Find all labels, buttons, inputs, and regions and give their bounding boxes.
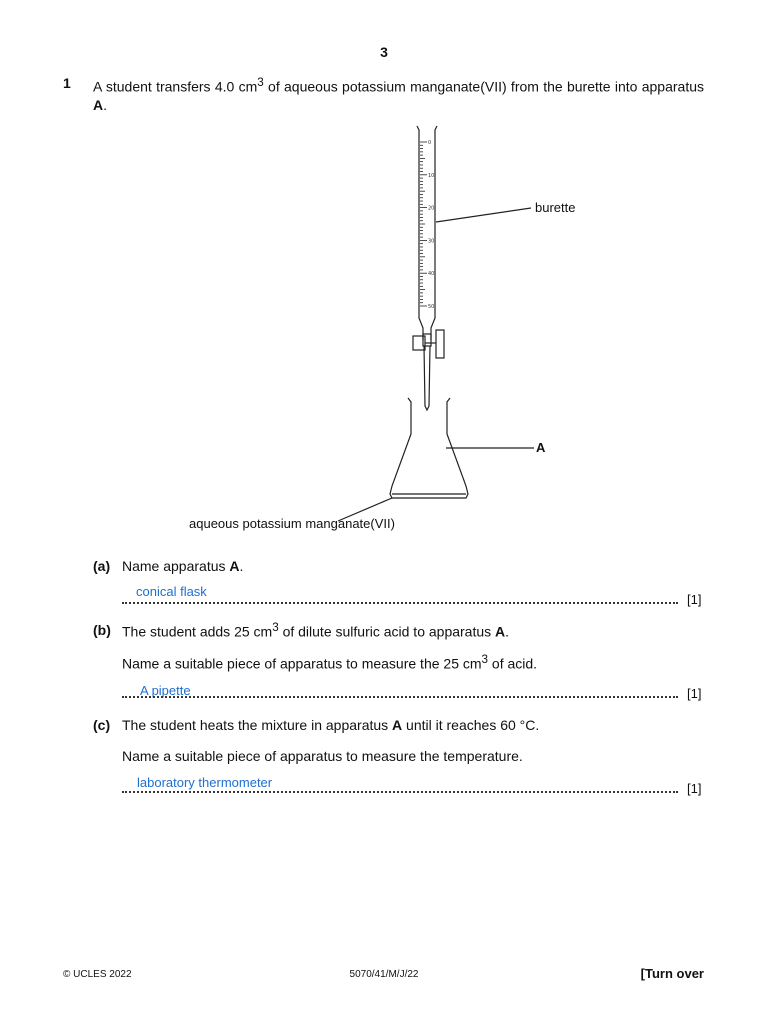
part-b-text-2: of dilute sulfuric acid to apparatus	[278, 623, 496, 640]
burette-label: burette	[535, 200, 576, 215]
stem-text-1: A student transfers 4.0 cm	[93, 78, 258, 95]
burette-scale-label: 30	[428, 238, 435, 245]
part-c-text-1: The student heats the mixture in apparatus	[122, 717, 393, 733]
stem-superscript: 3	[257, 76, 264, 89]
turn-over-footer: [Turn over	[640, 966, 704, 981]
part-a-label: (a)	[93, 558, 111, 574]
burette-scale-label: 0	[428, 140, 432, 146]
part-a-answer[interactable]: conical flask	[136, 584, 207, 599]
burette-scale-label: 20	[428, 205, 435, 212]
stem-end: .	[103, 96, 108, 113]
part-a-bold: A	[229, 558, 240, 574]
copyright-footer: © UCLES 2022	[63, 969, 132, 980]
part-a-question	[122, 558, 243, 574]
question-stem	[93, 74, 704, 114]
part-b-text-1: The student adds 25 cm	[122, 623, 273, 640]
apparatus-a-label: A	[536, 440, 546, 455]
page-number: 3	[380, 44, 388, 60]
part-a-answer-line[interactable]	[122, 602, 678, 604]
stopcock-handle-right	[436, 330, 444, 358]
part-c-bold: A	[392, 717, 403, 733]
solution-label: aqueous potassium manganate(VII)	[189, 516, 395, 531]
apparatus-svg	[0, 118, 768, 538]
part-b-label: (b)	[93, 622, 111, 638]
part-b-text-4: of acid.	[488, 655, 538, 672]
part-b-sup-1: 3	[272, 621, 279, 634]
part-b-mark: [1]	[687, 686, 702, 701]
burette-scale-label: 40	[428, 271, 435, 278]
part-b-answer[interactable]: A pipette	[140, 683, 191, 698]
part-b-text-3: Name a suitable piece of apparatus to measure the 25 cm	[122, 655, 482, 672]
part-b-bold: A	[495, 623, 506, 640]
part-b-answer-line[interactable]	[122, 696, 678, 698]
part-c-question-2: Name a suitable piece of apparatus to measure the temperature.	[122, 748, 523, 764]
burette-tip	[424, 346, 430, 410]
part-a-text: Name apparatus	[122, 558, 230, 574]
burette-leader-line	[436, 208, 531, 222]
burette-scale-label: 10	[428, 172, 435, 179]
part-a-end: .	[239, 558, 244, 574]
apparatus-diagram	[0, 118, 768, 543]
part-a-mark: [1]	[687, 592, 702, 607]
question-number: 1	[63, 75, 71, 91]
part-c-mark: [1]	[687, 781, 702, 796]
paper-code-footer: 5070/41/M/J/22	[349, 969, 419, 980]
part-b-sup-2: 3	[481, 653, 489, 666]
part-c-answer-line[interactable]	[122, 791, 678, 793]
stem-bold-a: A	[93, 96, 104, 113]
stem-text-2: of aqueous potassium manganate(VII) from the burette into apparatus	[263, 78, 704, 95]
part-c-end: until it reaches 60 °C.	[402, 717, 540, 733]
part-c-answer[interactable]: laboratory thermometer	[137, 775, 273, 790]
part-b-end: .	[505, 623, 510, 640]
part-c-label: (c)	[93, 717, 111, 733]
burette-scale-label: 50	[428, 304, 435, 310]
part-c-question-1	[122, 717, 539, 733]
part-b-question-1	[122, 621, 509, 640]
part-b-question-2	[122, 653, 537, 672]
